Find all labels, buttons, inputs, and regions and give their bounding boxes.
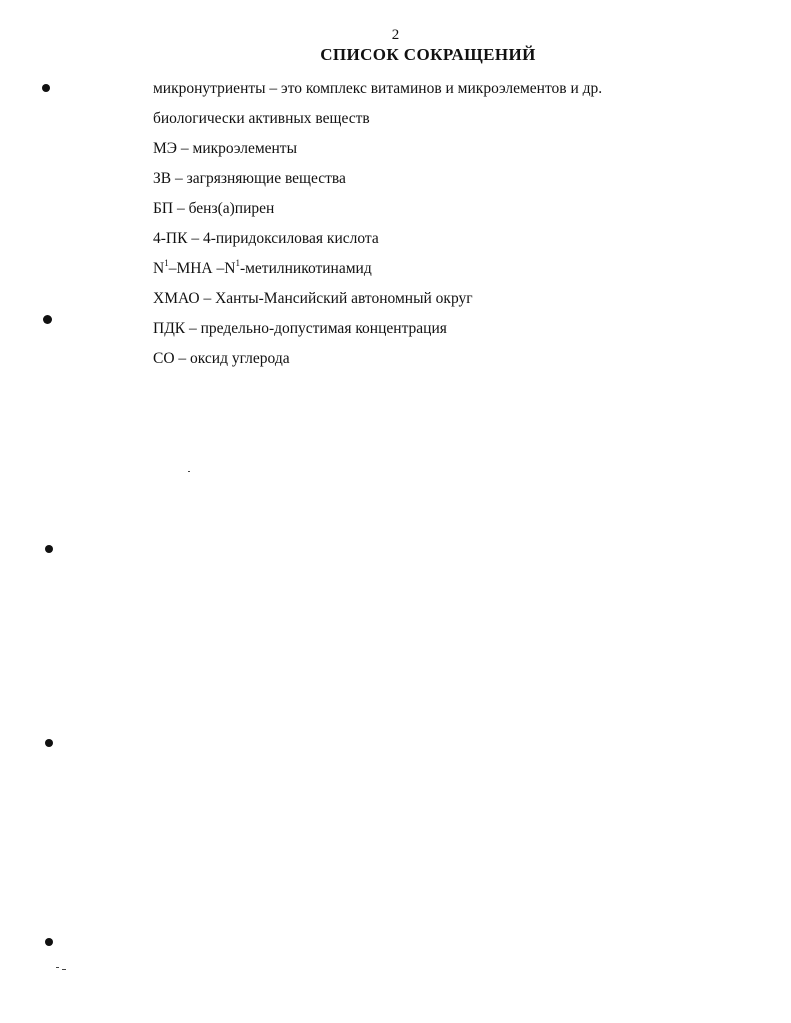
- page-title: СПИСОК СОКРАЩЕНИЙ: [320, 45, 536, 64]
- abbreviation-entry-hmao: ХМАО – Ханты-Мансийский автономный округ: [153, 290, 473, 307]
- abbreviation-entry-co: СО – оксид углерода: [153, 350, 290, 367]
- scan-speck: [56, 967, 59, 968]
- abbreviation-entry-4pk: 4-ПК – 4-пиридоксиловая кислота: [153, 230, 379, 247]
- n1mna-middle: –МНА –N: [168, 260, 236, 277]
- abbreviation-list: [153, 74, 713, 374]
- binder-hole-mark: [43, 315, 52, 324]
- n1mna-superscript-2: 1: [235, 258, 240, 268]
- binder-hole-mark: [45, 938, 53, 946]
- abbreviation-entry-micronutrients: микронутриенты – это комплекс витаминов и микроэлементов и др.: [153, 80, 603, 97]
- scan-speck: [62, 969, 66, 970]
- abbreviation-entry-n1mna: [153, 254, 713, 284]
- n1mna-definition: -метилникотинамид: [239, 260, 372, 277]
- abbreviation-entry-zv: ЗВ – загрязняющие вещества: [153, 170, 346, 187]
- binder-hole-mark: [45, 739, 53, 747]
- scan-speck: [188, 471, 190, 472]
- n1mna-symbol: N: [153, 260, 165, 277]
- abbreviation-entry-bp: БП – бенз(а)пирен: [153, 200, 275, 217]
- abbreviation-entry-me: МЭ – микроэлементы: [153, 140, 297, 157]
- abbreviation-entry-pdk: ПДК – предельно-допустимая концентрация: [153, 320, 447, 337]
- page-number: 2: [391, 27, 400, 43]
- binder-hole-mark: [42, 84, 50, 92]
- abbreviation-entry-micronutrients-cont: биологически активных веществ: [153, 110, 370, 127]
- n1mna-superscript-1: 1: [164, 258, 169, 268]
- binder-hole-mark: [45, 545, 53, 553]
